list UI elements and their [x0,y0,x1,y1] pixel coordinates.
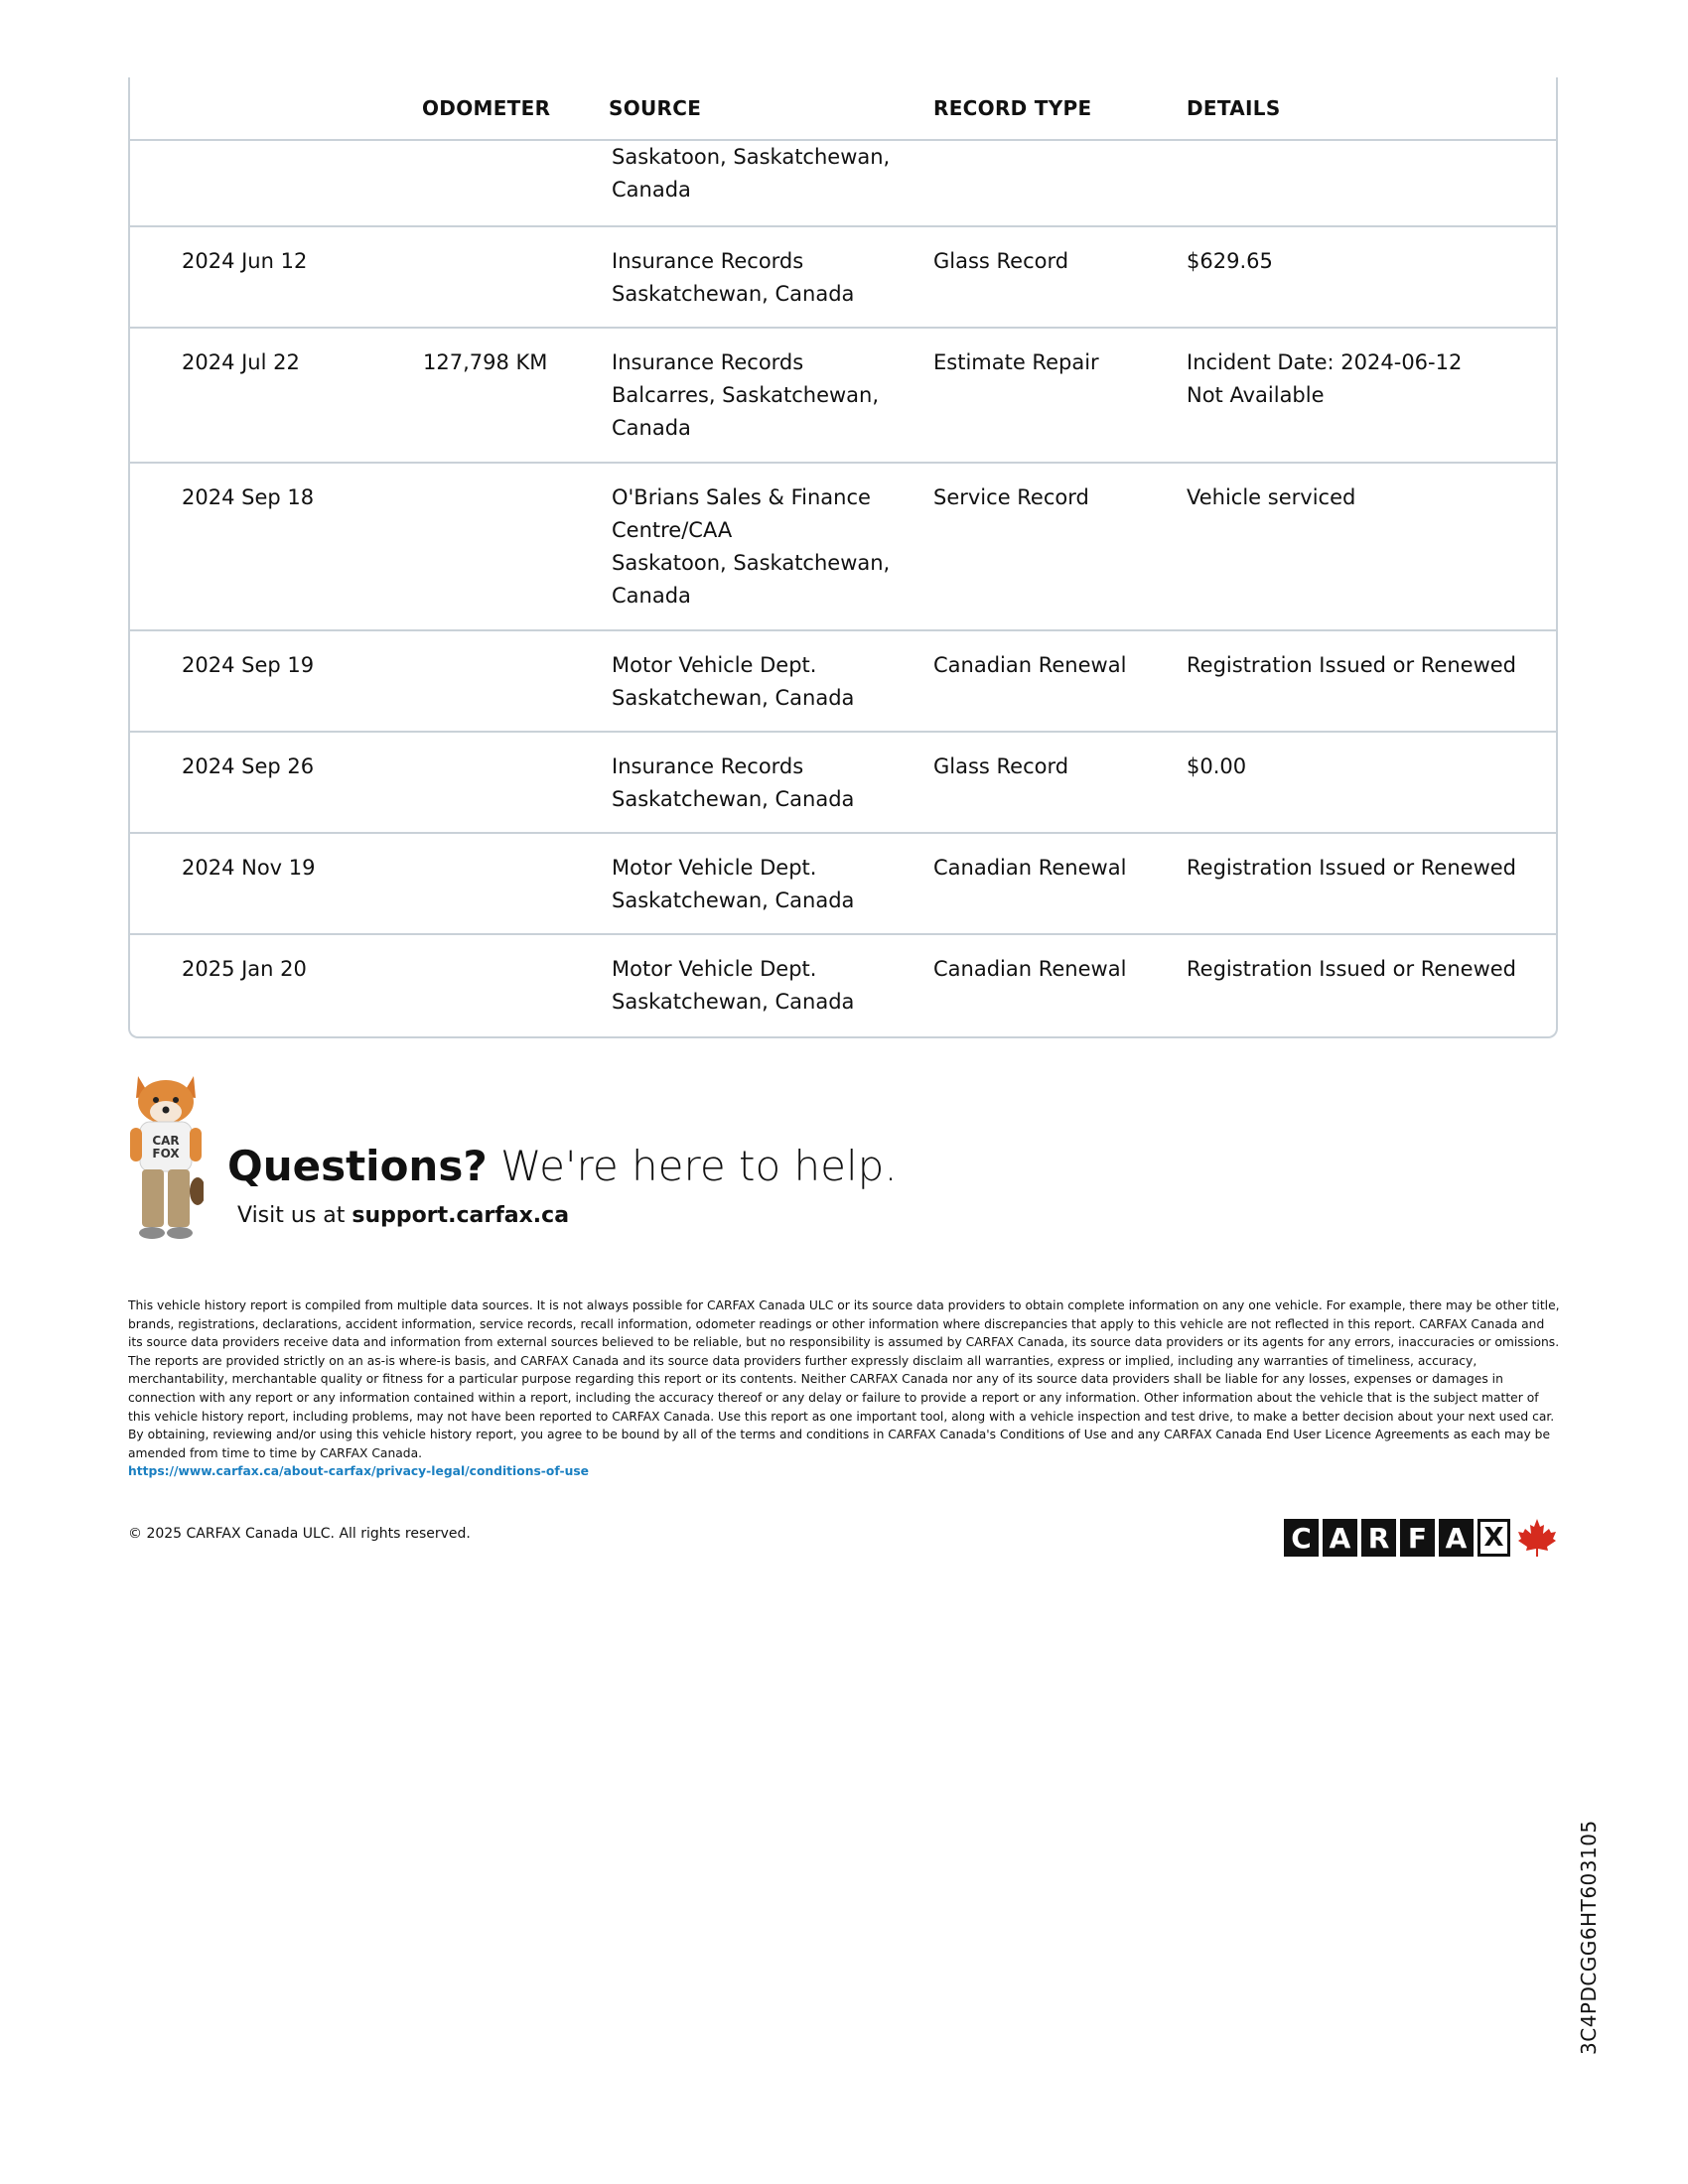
source-cell: O'Brians Sales & Finance Centre/CAA Saskatoon, Saskatchewan, Canada [612,485,891,608]
logo-letter: A [1323,1519,1357,1557]
header-source: SOURCE [609,96,702,120]
logo-letter: F [1400,1519,1435,1557]
header-record-type: RECORD TYPE [933,96,1092,120]
source-cell: Motor Vehicle Dept. Saskatchewan, Canada [612,957,855,1014]
source-cell: Motor Vehicle Dept. Saskatchewan, Canada [612,653,855,710]
date-cell: 2024 Sep 26 [182,754,315,778]
copyright: © 2025 CARFAX Canada ULC. All rights reserved. [128,1526,471,1542]
help-section [128,1072,922,1241]
table-row [130,464,1556,631]
vin-number: 3C4PDCGG6HT603105 [1577,1820,1601,2055]
svg-text:FOX: FOX [152,1147,180,1160]
source-cell: Insurance Records Saskatchewan, Canada [612,754,855,811]
maple-leaf-icon [1516,1518,1558,1558]
date-cell: 2024 Jul 22 [182,350,300,374]
date-cell: 2025 Jan 20 [182,957,307,981]
conditions-of-use-link[interactable]: https://www.carfax.ca/about-carfax/privacy-legal/conditions-of-use [128,1464,589,1479]
help-heading: Questions? We're here to help. [227,1142,898,1190]
header-odometer: ODOMETER [422,96,551,120]
disclaimer [128,1297,1560,1481]
help-visit-text: Visit us at support.carfax.ca [237,1203,570,1228]
table-row [130,141,1556,227]
details-cell: Registration Issued or Renewed [1187,856,1517,880]
details-cell: Vehicle serviced [1187,485,1356,509]
date-cell: 2024 Sep 19 [182,653,315,677]
source-cell: Insurance Records Balcarres, Saskatchewan, Canada [612,350,880,440]
record-type-cell: Canadian Renewal [933,957,1127,981]
details-cell: Registration Issued or Renewed [1187,653,1517,677]
table-row [130,227,1556,329]
source-cell: Insurance Records Saskatchewan, Canada [612,249,855,306]
source-cell: Saskatoon, Saskatchewan, Canada [612,145,891,202]
details-cell: $0.00 [1187,754,1247,778]
odometer-cell: 127,798 KM [423,350,548,374]
record-type-cell: Canadian Renewal [933,653,1127,677]
logo-letter: A [1439,1519,1474,1557]
record-type-cell: Canadian Renewal [933,856,1127,880]
logo-letter: X [1477,1519,1510,1557]
record-type-cell: Glass Record [933,754,1069,778]
header-details: DETAILS [1187,96,1281,120]
carfax-logo [1284,1517,1558,1559]
details-cell: Incident Date: 2024-06-12 Not Available [1187,350,1463,407]
disclaimer-text: This vehicle history report is compiled from multiple data sources. It is not always possible for CARFAX Canada ULC or its source data providers to obtain complete information on any one vehicle. For example, there may be other title, brands, registrations, declarations, accident information, service records, recall information, odometer readings or other information where discrepancies that apply to this vehicle are not reflected in this report. CARFAX Canada and its source data providers receive data and information from external sources believed to be reliable, but no responsibility is assumed by CARFAX Canada, its source data providers or its agents for any errors, inaccuracies or omissions. The reports are provided strictly on an as-is where-is basis, and CARFAX Canada and its source data providers further expressly disclaim all warranties, express or implied, including any warranties of timeliness, accuracy, merchantability, merchantable quality or fitness for a particular purpose regarding this report or its contents. Neither CARFAX Canada nor any of its source data providers shall be liable for any losses, expenses or damages in connection with any report or any information contained within a report, including the accuracy thereof or any delay or failure to provide a report or any information. Other information about the vehicle that is the subject matter of this vehicle history report, including problems, may not have been reported to CARFAX Canada. Use this report as one important tool, along with a vehicle inspection and test drive, to make a better decision about your next used car. By obtaining, reviewing and/or using this vehicle history report, you agree to be bound by all of the terms and conditions in CARFAX Canada's Conditions of Use and any CARFAX Canada End User Licence Agreements as each may be amended from time to time by CARFAX Canada. [128,1298,1560,1460]
record-type-cell: Service Record [933,485,1089,509]
svg-text:CAR: CAR [152,1134,180,1148]
table-row [130,834,1556,935]
carfox-mascot-icon [128,1072,204,1241]
logo-letter: C [1284,1519,1319,1557]
table-row [130,631,1556,733]
details-cell: $629.65 [1187,249,1273,273]
table-row [130,329,1556,464]
details-cell: Registration Issued or Renewed [1187,957,1517,981]
date-cell: 2024 Jun 12 [182,249,308,273]
logo-letter: R [1361,1519,1396,1557]
vehicle-history-table [128,77,1558,1038]
date-cell: 2024 Sep 18 [182,485,315,509]
support-link[interactable]: support.carfax.ca [352,1203,570,1228]
table-row [130,935,1556,1036]
table-header [130,77,1556,141]
record-type-cell: Estimate Repair [933,350,1099,374]
record-type-cell: Glass Record [933,249,1069,273]
source-cell: Motor Vehicle Dept. Saskatchewan, Canada [612,856,855,912]
table-row [130,733,1556,834]
date-cell: 2024 Nov 19 [182,856,316,880]
